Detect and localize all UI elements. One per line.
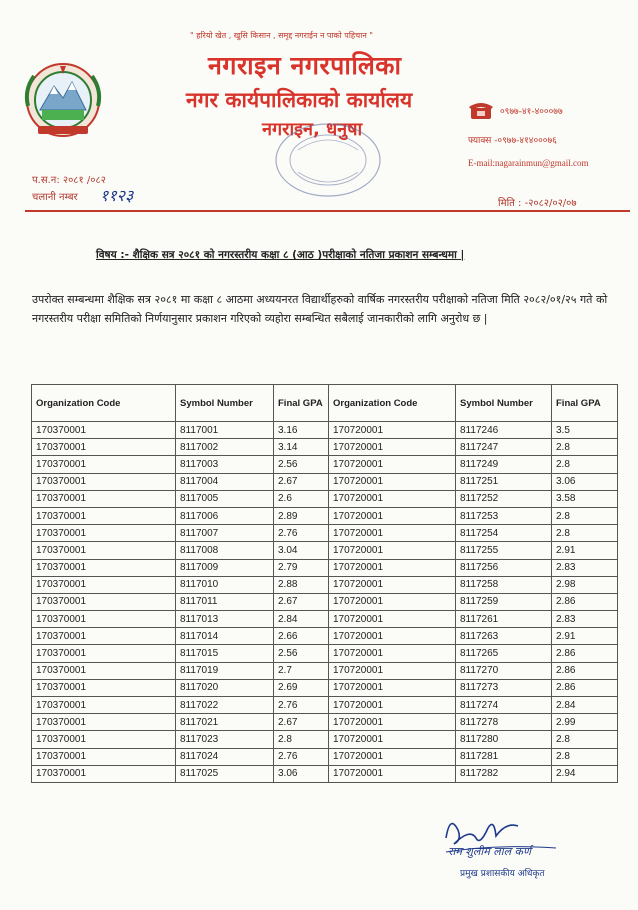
table-cell: 2.8 [552,456,618,473]
table-cell: 3.14 [274,439,329,456]
letter-body: उपरोक्त सम्बन्धमा शैक्षिक सत्र २०८१ मा कक्षा ८ आठमा अध्ययनरत विद्यार्थीहरुको वार्षिक नगरस्तरीय परीक्षाको नतिजा मिति २०८२/०१/२५ गते को नगरस्तरीय परीक्षा समितिको निर्णयानुसार प्रकाशन गरिएको व्यहोरा सम्बन्धित सबैलाई जानकारीको लागि अनुरोध छ | [32,293,608,325]
table-cell: 3.06 [552,473,618,490]
table-cell: 170370001 [32,439,176,456]
table-row [32,679,618,696]
column-header: Symbol Number [176,385,274,422]
office-location: नगराइन, धनुषा [262,119,363,140]
phone-number: ०९७७-४१-४०००७७ [500,107,563,117]
table-cell: 2.69 [274,679,329,696]
dispatch-number-value: ११२३ [100,186,134,205]
table-cell: 8117011 [176,593,274,610]
table-cell: 170370001 [32,645,176,662]
table-row [32,611,618,628]
fax-number: फ्याक्स -०९७७-४१४०००७६ [468,136,557,146]
table-cell: 170720001 [329,559,456,576]
table-cell: 170370001 [32,662,176,679]
table-cell: 2.83 [552,611,618,628]
table-cell: 8117003 [176,456,274,473]
table-cell: 3.5 [552,422,618,439]
table-cell: 2.8 [552,507,618,524]
table-cell: 8117270 [456,662,552,679]
table-cell: 8117258 [456,576,552,593]
table-cell: 170720001 [329,525,456,542]
table-cell: 170370001 [32,731,176,748]
table-cell: 8117256 [456,559,552,576]
table-cell: 2.91 [552,628,618,645]
table-cell: 8117282 [456,765,552,782]
table-cell: 8117010 [176,576,274,593]
letter-date: मिति : -२०८२/०२/०७ [498,198,577,209]
table-row [32,576,618,593]
table-cell: 170720001 [329,456,456,473]
table-cell: 8117005 [176,490,274,507]
table-cell: 8117254 [456,525,552,542]
table-cell: 8117022 [176,697,274,714]
table-cell: 2.7 [274,662,329,679]
table-cell: 170720001 [329,679,456,696]
table-cell: 170720001 [329,439,456,456]
table-header-row [32,385,618,422]
table-cell: 2.86 [552,679,618,696]
table-cell: 2.98 [552,576,618,593]
table-cell: 8117252 [456,490,552,507]
table-row [32,765,618,782]
table-cell: 8117019 [176,662,274,679]
table-row [32,714,618,731]
table-cell: 8117009 [176,559,274,576]
table-cell: 2.67 [274,473,329,490]
table-cell: 170720001 [329,628,456,645]
dispatch-number-label: चलानी नम्बर [32,192,78,203]
table-row [32,525,618,542]
table-cell: 2.94 [552,765,618,782]
header-divider [25,210,630,212]
table-cell: 2.56 [274,645,329,662]
table-cell: 170370001 [32,559,176,576]
table-cell: 170370001 [32,748,176,765]
table-cell: 8117023 [176,731,274,748]
table-cell: 2.86 [552,593,618,610]
table-row [32,748,618,765]
table-cell: 8117246 [456,422,552,439]
table-cell: 8117263 [456,628,552,645]
table-cell: 8117281 [456,748,552,765]
table-cell: 8117273 [456,679,552,696]
office-name: नगर कार्यपालिकाको कार्यालय [186,88,413,112]
table-row [32,628,618,645]
telephone-icon [468,100,494,120]
table-cell: 2.86 [552,645,618,662]
column-header: Symbol Number [456,385,552,422]
table-cell: 8117001 [176,422,274,439]
slogan: " हरियो खेत , खुसि किसान , समृद्द नगराईन न पाको पहिचान " [190,31,373,40]
table-cell: 170720001 [329,645,456,662]
table-cell: 2.76 [274,748,329,765]
table-cell: 2.67 [274,593,329,610]
table-cell: 2.89 [274,507,329,524]
table-cell: 8117259 [456,593,552,610]
table-cell: 170720001 [329,748,456,765]
table-cell: 2.99 [552,714,618,731]
table-cell: 170720001 [329,576,456,593]
table-cell: 170370001 [32,611,176,628]
table-row [32,697,618,714]
table-cell: 170720001 [329,611,456,628]
table-cell: 8117249 [456,456,552,473]
column-header: Organization Code [32,385,176,422]
table-cell: 2.8 [552,731,618,748]
table-cell: 8117274 [456,697,552,714]
table-cell: 8117020 [176,679,274,696]
results-table [31,384,618,783]
table-row [32,490,618,507]
table-cell: 8117015 [176,645,274,662]
table-cell: 170370001 [32,628,176,645]
table-cell: 2.84 [552,697,618,714]
column-header: Final GPA [552,385,618,422]
signatory-name: राम शुलीम लाल कर्ण [448,845,531,858]
office-stamp-icon [268,120,388,202]
table-cell: 170370001 [32,456,176,473]
table-cell: 3.06 [274,765,329,782]
table-cell: 8117024 [176,748,274,765]
table-cell: 170720001 [329,765,456,782]
table-cell: 8117265 [456,645,552,662]
table-cell: 170370001 [32,679,176,696]
table-cell: 170370001 [32,473,176,490]
table-cell: 170370001 [32,765,176,782]
table-cell: 2.76 [274,525,329,542]
table-cell: 170720001 [329,662,456,679]
table-cell: 170720001 [329,714,456,731]
table-cell: 170370001 [32,542,176,559]
table-cell: 8117255 [456,542,552,559]
table-cell: 8117007 [176,525,274,542]
table-cell: 8117006 [176,507,274,524]
table-cell: 170720001 [329,490,456,507]
fiscal-year-ref: प.स.न: २०८१ /०८२ [32,175,106,186]
table-cell: 170720001 [329,731,456,748]
table-cell: 8117004 [176,473,274,490]
table-row [32,456,618,473]
table-cell: 2.84 [274,611,329,628]
table-cell: 2.6 [274,490,329,507]
email-address: E-mail:nagarainmun@gmail.com [468,158,589,168]
table-cell: 2.86 [552,662,618,679]
table-cell: 170370001 [32,507,176,524]
municipality-name: नगराइन नगरपालिका [208,51,402,80]
table-cell: 2.8 [552,748,618,765]
table-cell: 8117021 [176,714,274,731]
table-row [32,731,618,748]
table-cell: 8117280 [456,731,552,748]
column-header: Organization Code [329,385,456,422]
table-cell: 8117261 [456,611,552,628]
table-cell: 3.04 [274,542,329,559]
table-row [32,542,618,559]
table-cell: 2.67 [274,714,329,731]
letter-subject: विषय :- शैक्षिक सत्र २०८१ को नगरस्तरीय कक्षा ८ (आठ )परीक्षाको नतिजा प्रकाशन सम्बन्धमा | [96,249,465,261]
table-row [32,439,618,456]
table-cell: 2.8 [274,731,329,748]
table-cell: 3.16 [274,422,329,439]
table-cell: 8117247 [456,439,552,456]
table-cell: 170720001 [329,507,456,524]
municipality-emblem-icon [20,60,106,140]
table-cell: 8117002 [176,439,274,456]
table-cell: 170370001 [32,525,176,542]
table-cell: 170720001 [329,697,456,714]
table-cell: 2.8 [552,439,618,456]
table-cell: 170370001 [32,697,176,714]
signatory-title: प्रमुख प्रशासकीय अधिकृत [460,869,545,879]
table-cell: 2.83 [552,559,618,576]
table-cell: 8117025 [176,765,274,782]
table-row [32,507,618,524]
table-cell: 2.88 [274,576,329,593]
table-cell: 170370001 [32,422,176,439]
table-cell: 170370001 [32,593,176,610]
table-cell: 8117014 [176,628,274,645]
table-row [32,473,618,490]
table-row [32,593,618,610]
table-cell: 170370001 [32,714,176,731]
table-cell: 2.66 [274,628,329,645]
table-cell: 170720001 [329,473,456,490]
table-cell: 170720001 [329,593,456,610]
table-row [32,662,618,679]
table-cell: 8117251 [456,473,552,490]
table-cell: 2.76 [274,697,329,714]
table-cell: 170720001 [329,542,456,559]
table-cell: 2.8 [552,525,618,542]
table-row [32,422,618,439]
table-cell: 170720001 [329,422,456,439]
column-header: Final GPA [274,385,329,422]
table-cell: 170370001 [32,490,176,507]
table-cell: 8117253 [456,507,552,524]
table-cell: 8117008 [176,542,274,559]
table-row [32,559,618,576]
table-cell: 170370001 [32,576,176,593]
table-cell: 8117013 [176,611,274,628]
table-row [32,645,618,662]
table-cell: 2.79 [274,559,329,576]
table-cell: 2.56 [274,456,329,473]
table-cell: 2.91 [552,542,618,559]
table-cell: 8117278 [456,714,552,731]
table-cell: 3.58 [552,490,618,507]
